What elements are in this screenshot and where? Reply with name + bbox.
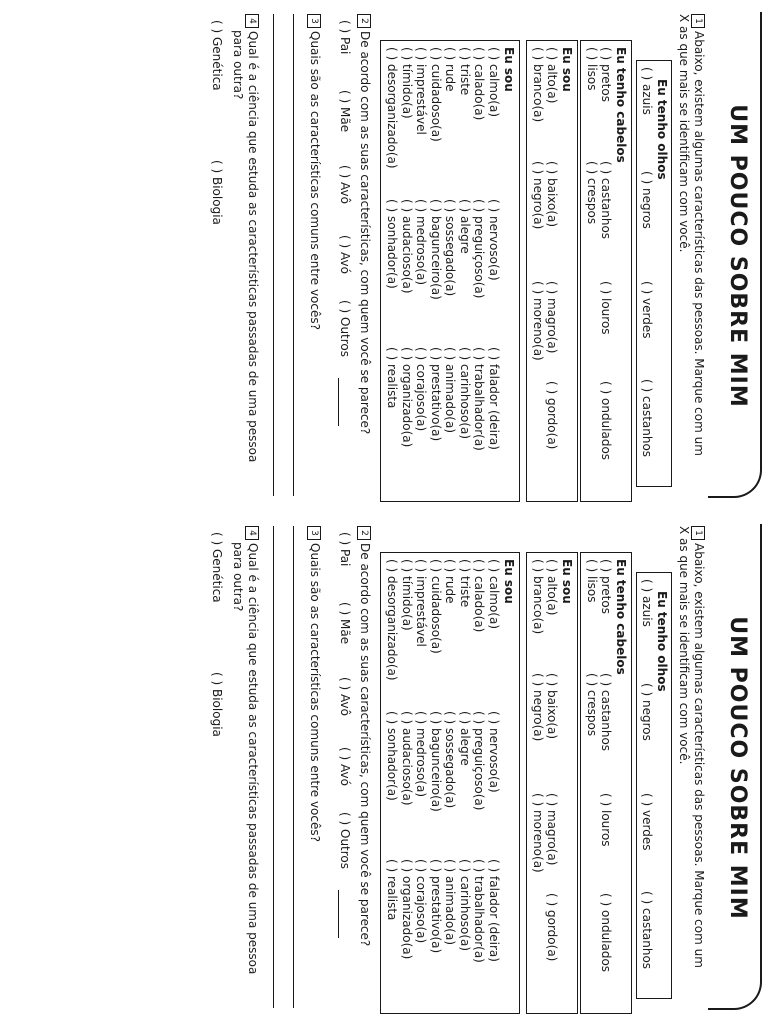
trait-option[interactable]: ( ) tímido(a) (400, 47, 414, 119)
question-2 (357, 526, 372, 1016)
trait-option[interactable]: ( ) alegre (458, 711, 472, 766)
trait-option[interactable]: ( ) realista (385, 859, 400, 921)
q2-option-avo-f[interactable]: ( ) Avó (338, 747, 352, 786)
trait-option[interactable]: ( ) desorganizado(a) (385, 559, 400, 681)
page-title: UM POUCO SOBRE MIM (725, 616, 750, 920)
q2-option-mae[interactable]: ( ) Mãe (338, 602, 352, 645)
hair-box (580, 40, 632, 502)
trait-option[interactable]: ( ) sonhador(a) (385, 199, 400, 289)
q2-option-avo-m[interactable]: ( ) Avô (338, 677, 352, 716)
body-option-gordo[interactable]: ( ) gordo(a) (545, 381, 559, 450)
hair-option-lisos[interactable]: ( ) lisos (585, 47, 599, 91)
question-1 (677, 14, 706, 504)
question-number-3: 3 (307, 14, 321, 28)
trait-option[interactable]: ( ) sonhador(a) (385, 711, 400, 801)
trait-option[interactable]: ( ) organizado(a) (400, 347, 414, 448)
traits-box (380, 552, 520, 1014)
trait-option[interactable]: ( ) tímido(a) (400, 559, 414, 631)
traits-column-2 (385, 199, 501, 300)
hair-option-crespos[interactable]: ( ) crespos (585, 161, 599, 225)
trait-option[interactable]: ( ) realista (385, 347, 400, 409)
trait-option[interactable]: ( ) imprestável (414, 559, 429, 647)
traits-title: Eu sou (502, 47, 516, 92)
hair-option-castanhos[interactable]: ( ) castanhos (599, 673, 613, 752)
traits-box (380, 40, 520, 502)
body-box (526, 552, 578, 1014)
hair-option-lisos[interactable]: ( ) lisos (585, 559, 599, 603)
body-option-baixo[interactable]: ( ) baixo(a) (545, 673, 559, 740)
eyes-option-azuis[interactable]: ( ) azuis (640, 579, 654, 627)
q3-answer-line-1[interactable] (293, 526, 294, 1008)
eyes-option-negros[interactable]: ( ) negros (640, 683, 654, 741)
trait-option[interactable]: ( ) animado(a) (443, 859, 458, 946)
trait-option[interactable]: ( ) animado(a) (443, 347, 458, 434)
traits-column-2 (385, 711, 501, 812)
traits-column-3 (385, 859, 501, 963)
body-option-branco[interactable]: ( ) branco(a) (531, 47, 545, 123)
q2-option-mae[interactable]: ( ) Mãe (338, 90, 352, 133)
page-title: UM POUCO SOBRE MIM (725, 104, 750, 408)
question-1 (677, 526, 706, 1016)
body-option-moreno[interactable]: ( ) moreno(a) (531, 793, 545, 873)
trait-option[interactable]: ( ) medroso(a) (414, 711, 429, 798)
q4-option-genetica[interactable]: ( ) Genética (210, 532, 224, 603)
eyes-option-castanhos[interactable]: ( ) castanhos (640, 379, 654, 458)
question-number-1: 1 (691, 526, 705, 540)
trait-option[interactable]: ( ) preguiçoso(a) (472, 711, 487, 811)
hair-title: Eu tenho cabelos (614, 47, 628, 163)
trait-option[interactable]: ( ) audacioso(a) (400, 711, 414, 806)
traits-column-1 (385, 47, 501, 169)
question-4-text-line2: para outra? (231, 30, 245, 100)
trait-option[interactable]: ( ) corajoso(a) (414, 347, 429, 432)
trait-option[interactable]: ( ) falador (deira) (487, 347, 501, 450)
trait-option[interactable]: ( ) corajoso(a) (414, 859, 429, 944)
trait-option[interactable]: ( ) rude (443, 559, 458, 604)
eyes-title: Eu tenho olhos (655, 591, 669, 692)
question-number-2: 2 (357, 526, 371, 540)
question-3-text: Quais são as características comuns entre vocês? (308, 31, 322, 330)
trait-option[interactable]: ( ) cuidadoso(a) (429, 47, 443, 142)
body-box (526, 40, 578, 502)
trait-option[interactable]: ( ) trabalhador(a) (472, 347, 487, 451)
body-option-gordo[interactable]: ( ) gordo(a) (545, 893, 559, 962)
question-number-3: 3 (307, 526, 321, 540)
hair-box (580, 552, 632, 1014)
q2-outros-answer-line[interactable] (338, 378, 339, 426)
eyes-title: Eu tenho olhos (655, 79, 669, 180)
trait-option[interactable]: ( ) sossegado(a) (443, 199, 458, 297)
trait-option[interactable]: ( ) calado(a) (472, 47, 487, 121)
trait-option[interactable]: ( ) desorganizado(a) (385, 47, 400, 169)
q2-option-pai[interactable]: ( ) Pai (338, 20, 352, 55)
hair-title: Eu tenho cabelos (614, 559, 628, 675)
question-1-text-line1: Abaixo, existem algumas características das pessoas. Marque com um (692, 31, 706, 456)
q2-option-pai[interactable]: ( ) Pai (338, 532, 352, 567)
question-2-text: De acordo com as suas características, com quem você se parece? (358, 31, 372, 435)
body-title: Eu sou (560, 47, 574, 92)
trait-option[interactable]: ( ) cuidadoso(a) (429, 559, 443, 654)
q2-option-outros[interactable]: ( ) Outros (338, 812, 352, 870)
trait-option[interactable]: ( ) bagunceiro(a) (429, 199, 443, 300)
body-option-magro[interactable]: ( ) magro(a) (545, 281, 559, 354)
q3-answer-line-1[interactable] (293, 14, 294, 496)
hair-option-crespos[interactable]: ( ) crespos (585, 673, 599, 737)
trait-option[interactable]: ( ) alegre (458, 199, 472, 254)
question-3 (307, 14, 322, 504)
trait-option[interactable]: ( ) prestativo(a) (429, 859, 443, 954)
question-4 (231, 14, 260, 504)
trait-option[interactable]: ( ) triste (458, 47, 472, 96)
hair-option-louros[interactable]: ( ) louros (599, 793, 613, 847)
q3-answer-line-2[interactable] (273, 526, 274, 1008)
trait-option[interactable]: ( ) rude (443, 47, 458, 92)
q4-option-biologia[interactable]: ( ) Biologia (210, 160, 224, 225)
trait-option[interactable]: ( ) calmo(a) (487, 559, 501, 630)
eyes-option-azuis[interactable]: ( ) azuis (640, 67, 654, 115)
question-2 (357, 14, 372, 504)
traits-column-1 (385, 559, 501, 681)
traits-title: Eu sou (502, 559, 516, 604)
body-option-magro[interactable]: ( ) magro(a) (545, 793, 559, 866)
trait-option[interactable]: ( ) prestativo(a) (429, 347, 443, 442)
q2-option-outros[interactable]: ( ) Outros (338, 300, 352, 358)
trait-option[interactable]: ( ) bagunceiro(a) (429, 711, 443, 812)
hair-option-louros[interactable]: ( ) louros (599, 281, 613, 335)
q2-option-avo-f[interactable]: ( ) Avó (338, 235, 352, 274)
q4-option-genetica[interactable]: ( ) Genética (210, 20, 224, 91)
question-1-text-line2: X as que mais se identificam com você. (677, 526, 691, 765)
question-2-text: De acordo com as suas características, com quem você se parece? (358, 543, 372, 947)
trait-option[interactable]: ( ) calmo(a) (487, 47, 501, 118)
trait-option[interactable]: ( ) triste (458, 559, 472, 608)
body-option-baixo[interactable]: ( ) baixo(a) (545, 161, 559, 228)
body-option-moreno[interactable]: ( ) moreno(a) (531, 281, 545, 361)
question-4-text-line1: Qual é a ciência que estuda as características passadas de uma pessoa (246, 543, 260, 975)
body-option-negro[interactable]: ( ) negro(a) (531, 161, 545, 230)
body-title: Eu sou (560, 559, 574, 604)
question-3-text: Quais são as características comuns entre vocês? (308, 543, 322, 842)
question-number-2: 2 (357, 14, 371, 28)
body-option-branco[interactable]: ( ) branco(a) (531, 559, 545, 635)
traits-column-3 (385, 347, 501, 451)
hair-option-ondulados[interactable]: ( ) ondulados (599, 381, 613, 461)
eyes-box (636, 60, 672, 487)
hair-option-pretos[interactable]: ( ) pretos (599, 47, 613, 102)
q4-option-biologia[interactable]: ( ) Biologia (210, 672, 224, 737)
question-number-4: 4 (245, 526, 259, 540)
trait-option[interactable]: ( ) carinhoso(a) (458, 347, 472, 440)
worksheet-bottom (0, 512, 768, 1024)
question-4 (231, 526, 260, 1016)
trait-option[interactable]: ( ) calado(a) (472, 559, 487, 633)
question-number-1: 1 (691, 14, 705, 28)
trait-option[interactable]: ( ) organizado(a) (400, 859, 414, 960)
question-1-text-line1: Abaixo, existem algumas características das pessoas. Marque com um (692, 543, 706, 968)
q3-answer-line-2[interactable] (273, 14, 274, 496)
question-4-text-line2: para outra? (231, 542, 245, 612)
trait-option[interactable]: ( ) sossegado(a) (443, 711, 458, 809)
question-3 (307, 526, 322, 1016)
question-4-text-line1: Qual é a ciência que estuda as características passadas de uma pessoa (246, 31, 260, 463)
hair-option-ondulados[interactable]: ( ) ondulados (599, 893, 613, 973)
trait-option[interactable]: ( ) trabalhador(a) (472, 859, 487, 963)
hair-option-pretos[interactable]: ( ) pretos (599, 559, 613, 614)
trait-option[interactable]: ( ) nervoso(a) (487, 199, 501, 281)
question-1-text-line2: X as que mais se identificam com você. (677, 14, 691, 253)
trait-option[interactable]: ( ) imprestável (414, 47, 429, 135)
q2-outros-answer-line[interactable] (338, 890, 339, 938)
eyes-option-verdes[interactable]: ( ) verdes (640, 281, 654, 339)
trait-option[interactable]: ( ) medroso(a) (414, 199, 429, 286)
trait-option[interactable]: ( ) preguiçoso(a) (472, 199, 487, 299)
q2-option-avo-m[interactable]: ( ) Avô (338, 165, 352, 204)
question-number-4: 4 (245, 14, 259, 28)
trait-option[interactable]: ( ) carinhoso(a) (458, 859, 472, 952)
body-option-alto[interactable]: ( ) alto(a) (545, 47, 559, 104)
eyes-option-verdes[interactable]: ( ) verdes (640, 793, 654, 851)
hair-option-castanhos[interactable]: ( ) castanhos (599, 161, 613, 240)
trait-option[interactable]: ( ) audacioso(a) (400, 199, 414, 294)
trait-option[interactable]: ( ) nervoso(a) (487, 711, 501, 793)
eyes-option-castanhos[interactable]: ( ) castanhos (640, 891, 654, 970)
body-option-alto[interactable]: ( ) alto(a) (545, 559, 559, 616)
trait-option[interactable]: ( ) falador (deira) (487, 859, 501, 962)
eyes-option-negros[interactable]: ( ) negros (640, 171, 654, 229)
body-option-negro[interactable]: ( ) negro(a) (531, 673, 545, 742)
eyes-box (636, 572, 672, 999)
